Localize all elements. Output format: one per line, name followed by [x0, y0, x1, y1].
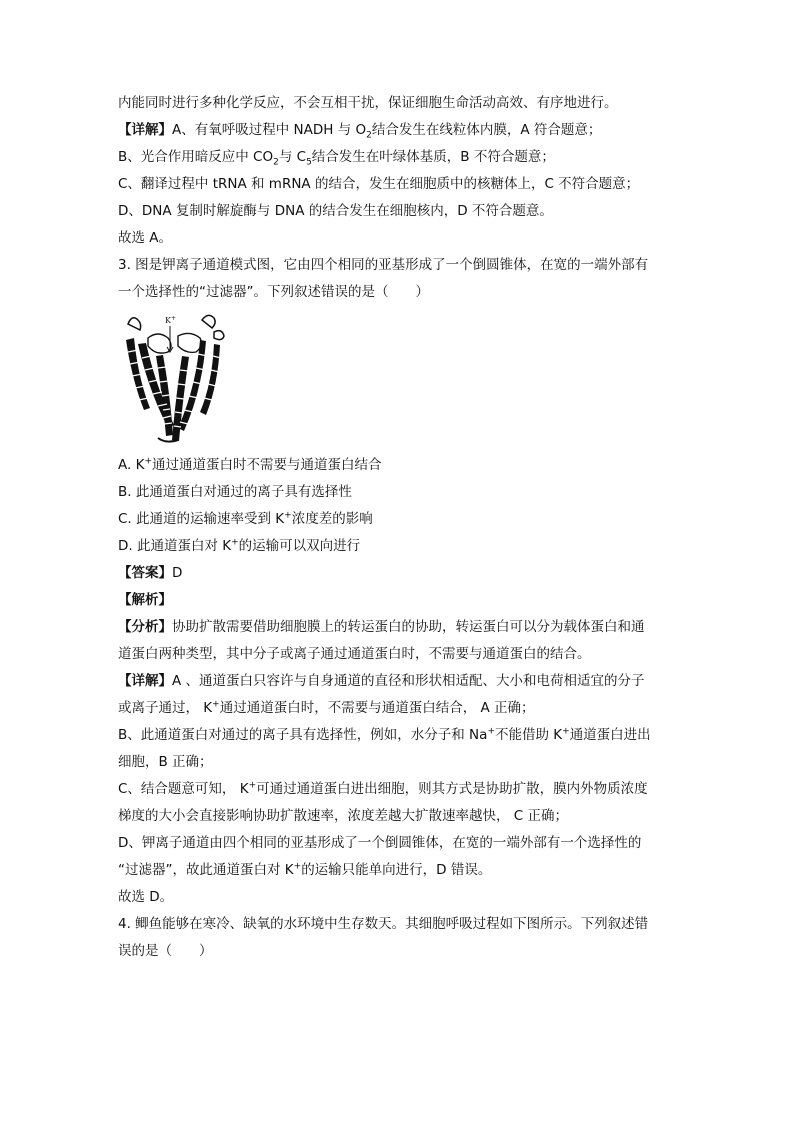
q3-detail-d-line-2: “过滤器”，故此通道蛋白对 K+的运输只能单向进行，D 错误。 — [118, 861, 492, 878]
potassium-channel-figure — [118, 310, 678, 446]
potassium-channel-diagram — [118, 310, 238, 446]
q3-detail-c-line-1: C、结合题意可知， K+可通过通道蛋白进出细胞，则其方式是协助扩散，膜内外物质浓度 — [118, 780, 648, 797]
prev-detail-b: B、光合作用暗反应中 $CO_2$与 $C_5$结合发生在叶绿体基质，B 不符合题意； — [118, 149, 555, 168]
document-page — [118, 90, 678, 965]
q3-stem-line-1: 3. 图是钾离子通道模式图，它由四个相同的亚基形成了一个倒圆锥体，在宽的一端外部有 — [118, 257, 649, 273]
prev-detail-c: C、翻译过程中 tRNA 和 mRNA 的结合，发生在细胞质中的核糖体上，C 不符合题意； — [118, 176, 640, 192]
q4-stem-line-1: 4. 鲫鱼能够在寒冷、缺氧的水环境中生存数天。其细胞呼吸过程如下图所示。下列叙述错 — [118, 916, 649, 932]
q3-detail-a-line-1: 【详解】A 、通道蛋白只容许与自身通道的直径和形状相适配、大小和电荷相适宜的分子 — [118, 673, 645, 689]
prev-detail-d: D、DNA 复制时解旋酶与 DNA 的结合发生在细胞核内，D 不符合题意。 — [118, 203, 553, 219]
q3-detail-b-line-2: 细胞，B 正确； — [118, 754, 213, 770]
q3-option-d: D. 此通道蛋白对 K+的运输可以双向进行 — [118, 537, 361, 554]
prev-continuation: 内能同时进行多种化学反应，不会互相干扰，保证细胞生命活动高效、有序地进行。 — [118, 95, 618, 111]
q3-option-a: A. K+通过通道蛋白时不需要与通道蛋白结合 — [118, 456, 382, 473]
prev-conclusion: 故选 A。 — [118, 230, 173, 246]
q3-stem-line-2: 一个选择性的“过滤器”。下列叙述错误的是（ ） — [118, 284, 429, 300]
figure-k-label: K+ — [165, 315, 177, 325]
q3-answer: 【答案】D — [118, 565, 183, 581]
q3-detail-d-line-1: D、钾离子通道由四个相同的亚基形成了一个倒圆锥体，在宽的一端外部有一个选择性的 — [118, 835, 642, 851]
q3-option-c: C. 此通道的运输速率受到 K+浓度差的影响 — [118, 510, 373, 527]
prev-detail-a: 【详解】A、有氧呼吸过程中 NADH 与 $O_2$结合发生在线粒体内膜，A 符合题意； — [118, 122, 602, 141]
q3-detail-b-line-1: B、此通道蛋白对通过的离子具有选择性，例如，水分子和 Na+不能借助 K+通道蛋白进出 — [118, 726, 651, 743]
q3-fenxi-line-2: 道蛋白两种类型，其中分子或离子通过通道蛋白时，不需要与通道蛋白的结合。 — [118, 646, 591, 662]
q3-conclusion: 故选 D。 — [118, 889, 174, 905]
q3-option-b: B. 此通道蛋白对通过的离子具有选择性 — [118, 484, 352, 500]
detail-tag: 【详解】 — [118, 122, 172, 138]
q3-detail-a-line-2: 或离子通过， K+通过通道蛋白时，不需要与通道蛋白结合， A 正确； — [118, 699, 535, 716]
q4-stem-line-2: 误的是（ ） — [118, 943, 213, 959]
q3-detail-c-line-2: 梯度的大小会直接影响协助扩散速率，浓度差越大扩散速率越快， C 正确； — [118, 808, 569, 824]
q3-analysis-tag: 【解析】 — [118, 592, 172, 608]
q3-fenxi-line-1: 【分析】协助扩散需要借助细胞膜上的转运蛋白的协助，转运蛋白可以分为载体蛋白和通 — [118, 619, 645, 635]
